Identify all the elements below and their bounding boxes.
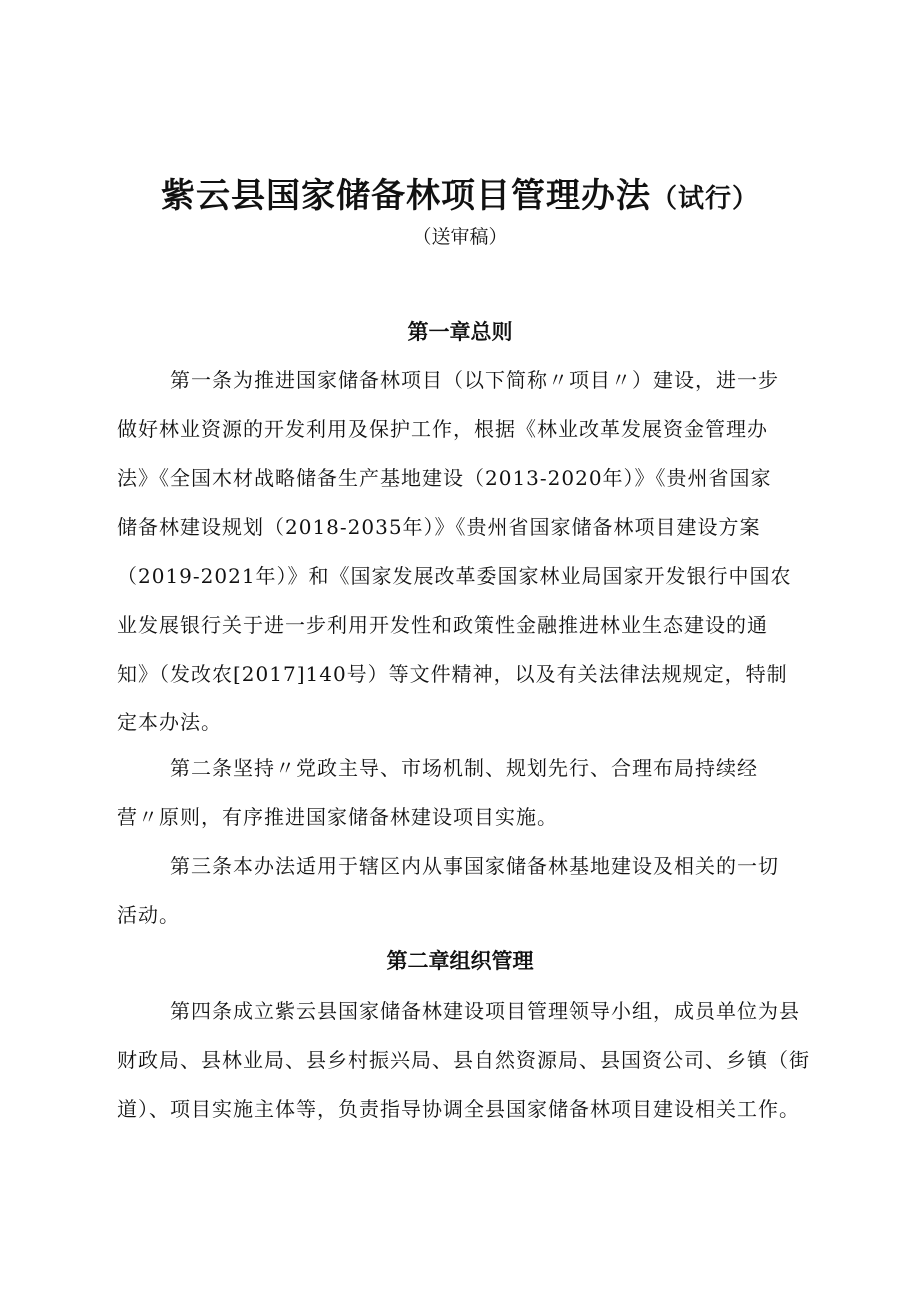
article-4-line-2: 财政局、县林业局、县乡村振兴局、县自然资源局、县国资公司、乡镇（街 [117,1048,810,1072]
article-1-line-2: 做好林业资源的开发利用及保护工作，根据《林业改革发展资金管理办 [117,417,768,441]
article-1-line-5: （2019-2021年）》和《国家发展改革委国家林业局国家开发银行中国农 [117,564,792,588]
article-1-line-6: 业发展银行关于进一步利用开发性和政策性金融推进林业生态建设的通 [117,613,768,637]
chapter-heading-2: 第二章组织管理 [386,949,534,973]
article-1-line-1: 第一条为推进国家储备林项目（以下简称〃项目〃）建设，进一步 [170,368,779,392]
document-title [0,168,920,217]
chapter-heading-1: 第一章总则 [407,320,513,344]
article-2-line-1: 第二条坚持〃党政主导、市场机制、规划先行、合理布局持续经 [170,756,758,780]
article-3-line-2: 活动。 [117,903,180,927]
document-subtitle: （送审稿） [412,226,508,248]
article-1-line-3: 法》《全国木材战略储备生产基地建设（2013-2020年）》《贵州省国家 [117,466,772,490]
title-status: （试行） [650,184,759,214]
title-main: 紫云县国家储备林项目管理办法 [160,176,651,216]
article-1-line-4: 储备林建设规划（2018-2035年）》《贵州省国家储备林项目建设方案 [117,515,761,539]
article-1-line-8: 定本办法。 [117,710,222,734]
article-2-line-2: 营〃原则，有序推进国家储备林建设项目实施。 [117,805,558,829]
article-4-line-1: 第四条成立紫云县国家储备林建设项目管理领导小组，成员单位为县 [170,999,800,1023]
article-1-line-7: 知》（发改农[2017]140号）等文件精神，以及有关法律法规规定，特制 [117,662,788,686]
article-4-line-3: 道）、项目实施主体等，负责指导协调全县国家储备林项目建设相关工作。 [117,1097,800,1121]
article-3-line-1: 第三条本办法适用于辖区内从事国家储备林基地建设及相关的一切 [170,854,779,878]
